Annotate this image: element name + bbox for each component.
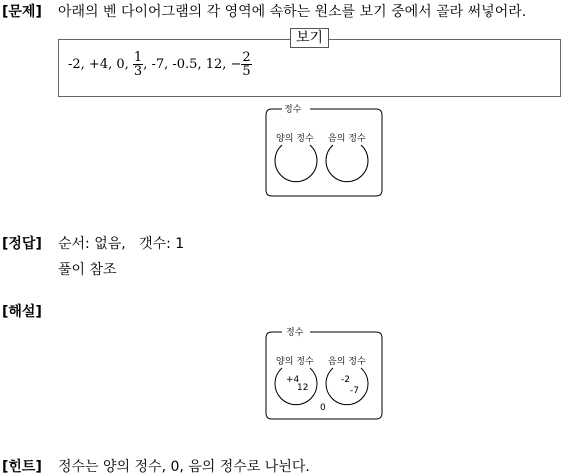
fraction-one-third [133,51,143,78]
hint-label: [힌트] [2,459,42,475]
venn-left-item: 12 [297,383,309,393]
venn-right-item: -2 [341,375,350,385]
answer-line2: 풀이 참조 [58,262,117,278]
problem-label: [문제] [2,4,42,20]
venn-left-circle [275,145,317,182]
problem-venn-diagram [262,100,386,200]
venn-universe-frame [266,109,382,196]
explanation-venn-diagram [262,323,386,423]
fraction-denominator: 5 [242,64,251,79]
venn-left-item: +4 [286,375,300,385]
problem-text: 아래의 벤 다이어그램의 각 영역에 속하는 원소를 보기 중에서 골라 써넣어라. [58,4,527,20]
venn-left-label: 양의 정수 [276,134,314,144]
venn-left-label: 양의 정수 [276,357,314,367]
fraction-two-fifths [241,51,251,78]
answer-label: [정답] [2,236,42,252]
venn-right-label: 음의 정수 [328,357,366,367]
venn-left-circle [275,368,317,405]
example-elements [68,51,252,78]
explanation-label: [해설] [2,304,42,320]
fraction-numerator: 1 [133,50,143,65]
venn-outside-item: 0 [320,403,326,413]
venn-right-item: -7 [350,386,359,396]
answer-line1: 순서: 없음, 갯수: 1 [58,236,185,252]
venn-right-circle [326,145,368,182]
elements-part2: , -7, -0.5, 12, − [143,57,242,72]
elements-part1: -2, +4, 0, [68,57,129,72]
example-box-title: 보기 [290,28,329,48]
fraction-numerator: 2 [242,50,251,65]
venn-title: 정수 [286,328,304,338]
venn-right-label: 음의 정수 [328,134,366,144]
venn-title: 정수 [284,105,302,115]
hint-text: 정수는 양의 정수, 0, 음의 정수로 나뉜다. [58,459,310,475]
venn-right-circle [326,368,368,405]
fraction-denominator: 3 [133,64,143,79]
